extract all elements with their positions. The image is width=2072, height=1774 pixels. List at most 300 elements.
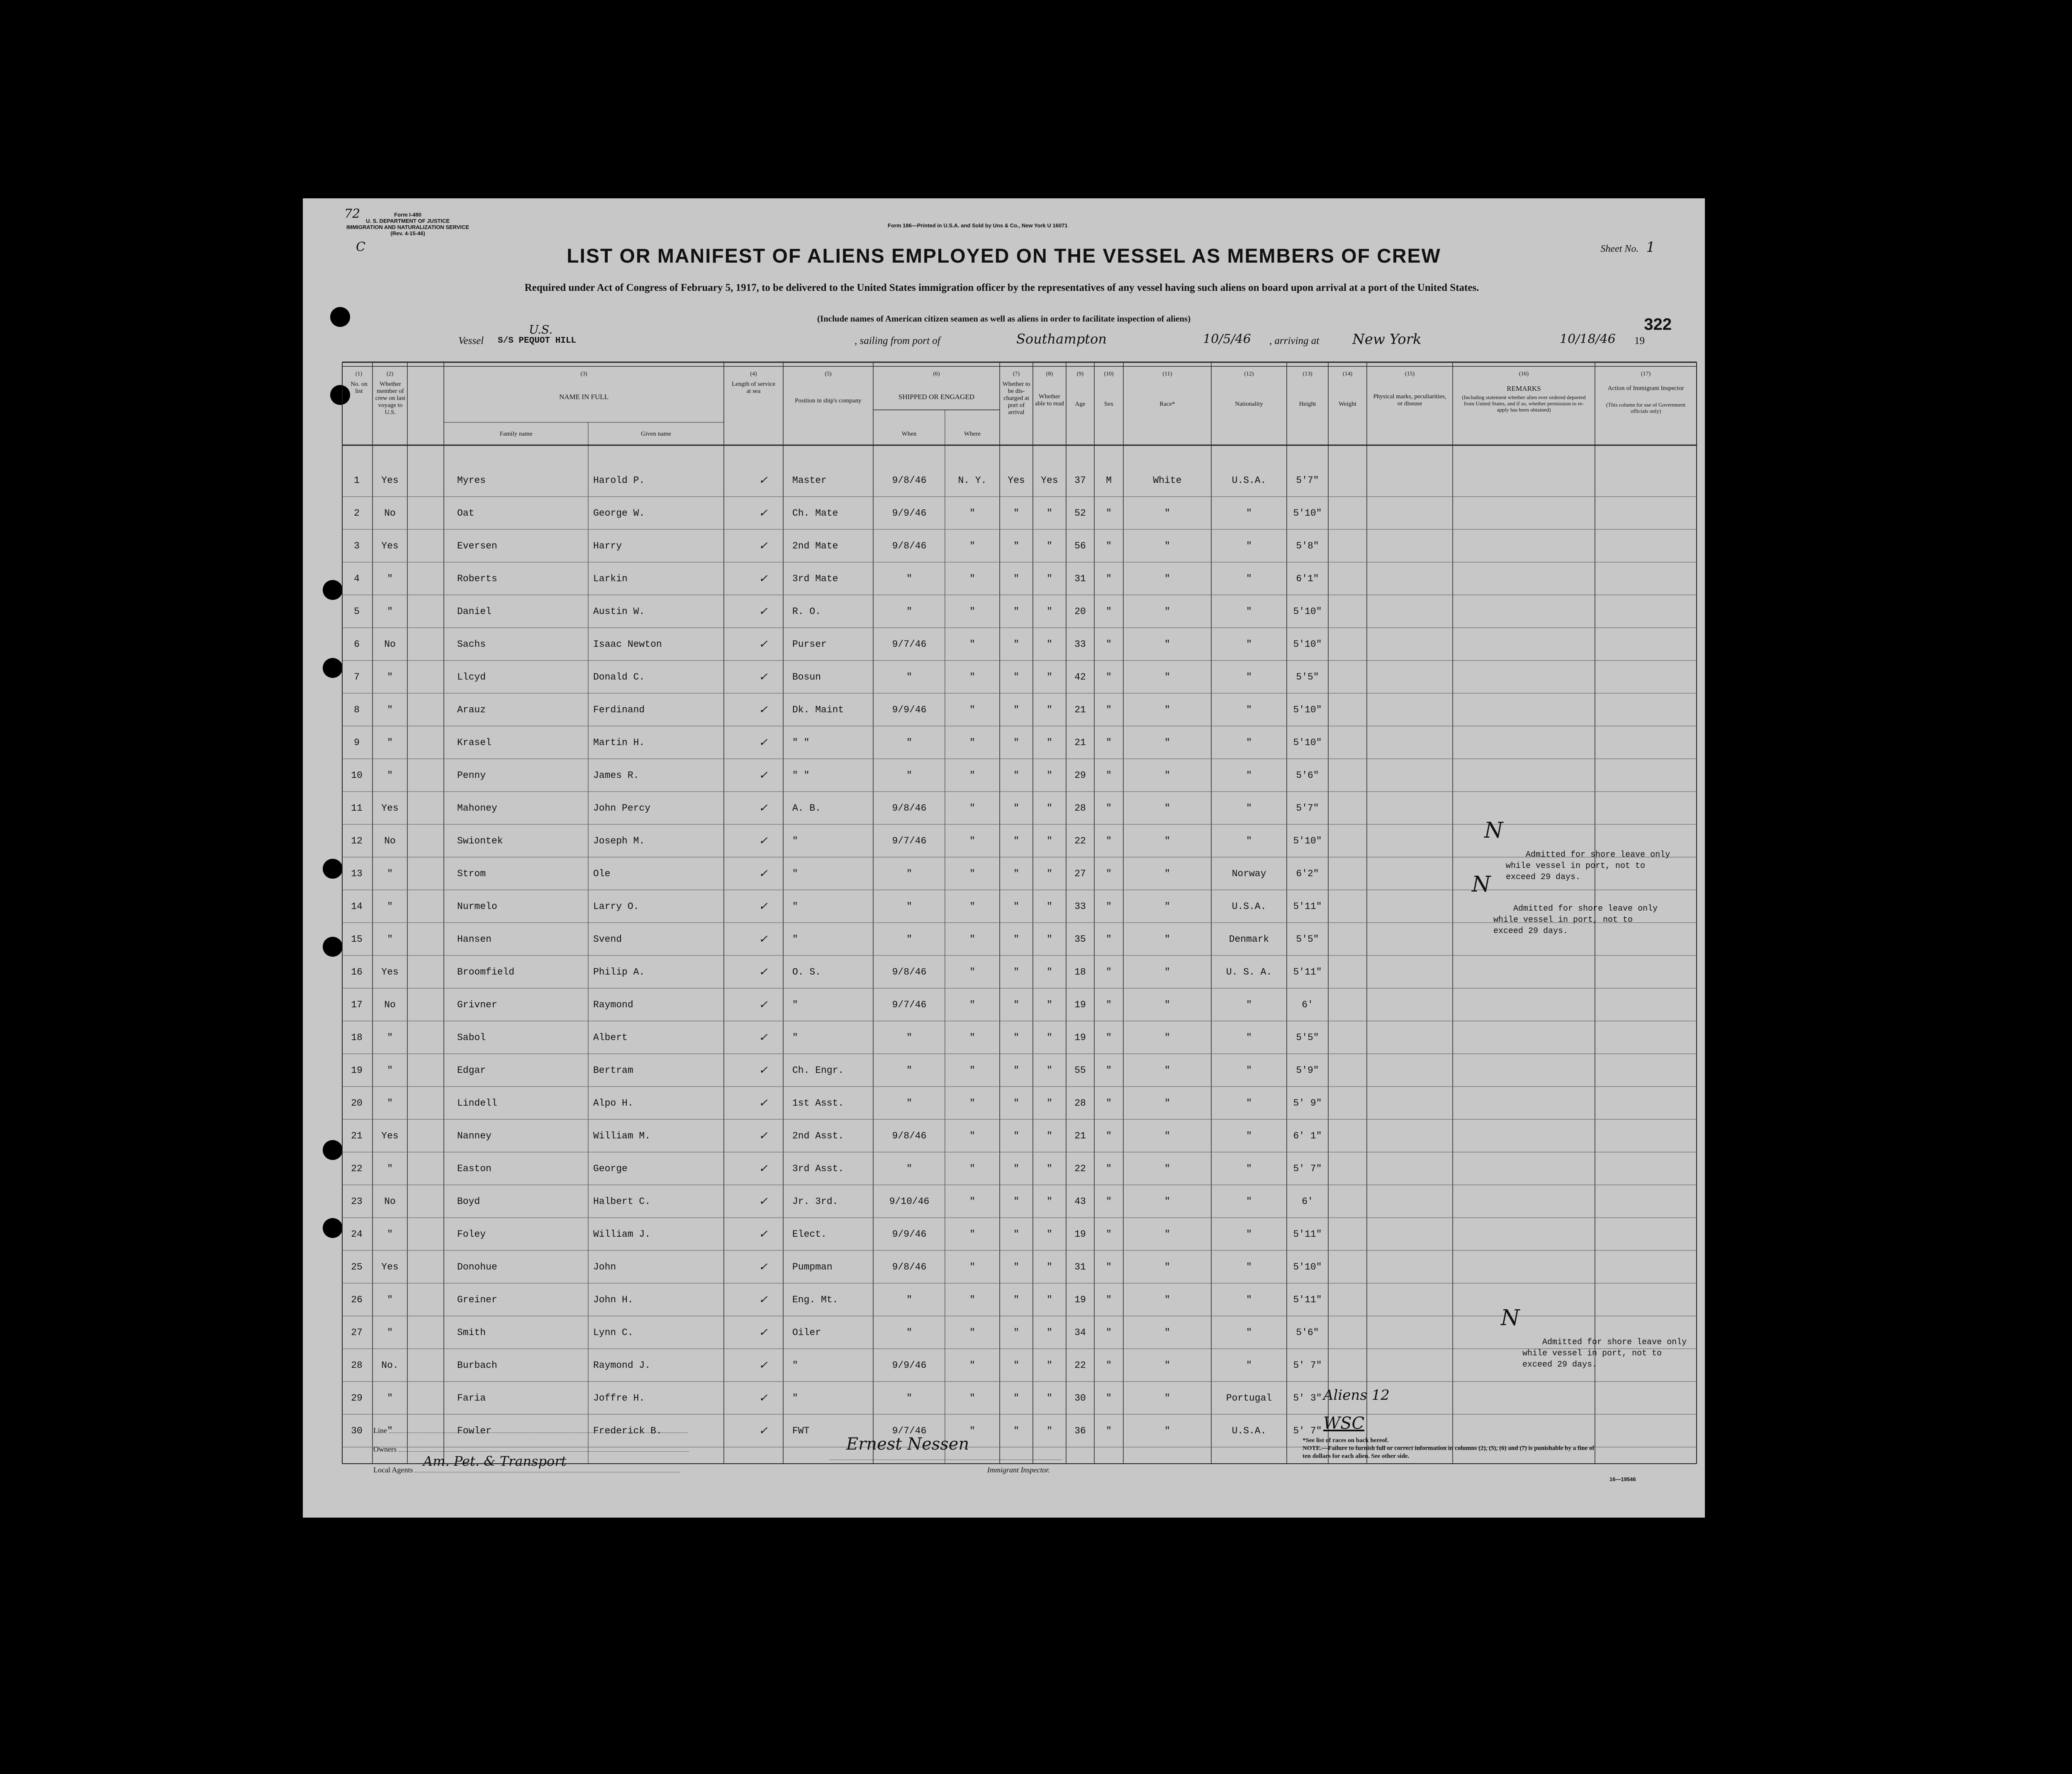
cell-sex: " (1106, 770, 1112, 781)
cell-when: 9/7/46 (892, 639, 927, 650)
cell-when: 9/9/46 (892, 508, 927, 519)
cell-service: ✓ (759, 966, 768, 978)
cell-race: " (1164, 1262, 1170, 1272)
cell-read: " (1047, 1262, 1052, 1272)
cell-race: " (1164, 999, 1170, 1010)
cell-nationality: U.S.A. (1232, 901, 1266, 912)
cell-prev: Yes (381, 967, 399, 977)
cell-given: Larkin (593, 573, 628, 584)
cell-height: 5'5" (1296, 1032, 1319, 1043)
col-header-position: Position in ship's company (795, 397, 862, 404)
include-note: (Include names of American citizen seamen as well as aliens in order to facilitate inspection of aliens) (817, 314, 1191, 324)
cell-family: Foley (457, 1229, 486, 1240)
cell-where: " (969, 1327, 975, 1338)
cell-age: 33 (1074, 639, 1086, 650)
cell-height: 5'6" (1296, 1327, 1319, 1338)
cell-family: Daniel (457, 606, 492, 617)
cell-family: Broomfield (457, 967, 515, 977)
cell-family: Nurmelo (457, 901, 497, 912)
annotation-top: 72 (344, 207, 360, 221)
cell-height: 5' 3" (1293, 1393, 1322, 1404)
col-num-13: (13) (1303, 371, 1312, 377)
cell-read: Yes (1041, 475, 1058, 486)
cell-read: " (1047, 1098, 1052, 1109)
cell-service: ✓ (759, 507, 768, 519)
binder-hole (323, 580, 343, 600)
cell-when: " (906, 934, 912, 945)
cell-family: Arauz (457, 704, 486, 715)
cell-nationality: " (1246, 1196, 1252, 1207)
cell-discharged: " (1013, 1229, 1019, 1240)
cell-age: 28 (1074, 803, 1086, 814)
cell-nationality: " (1246, 1163, 1252, 1174)
cell-race: " (1164, 1360, 1170, 1371)
page-number: 322 (1644, 315, 1672, 334)
cell-sex: " (1106, 1065, 1112, 1076)
cell-service: ✓ (759, 769, 768, 782)
cell-discharged: Yes (1008, 475, 1025, 486)
cell-family: Eversen (457, 541, 497, 551)
form-id-block (346, 212, 469, 236)
cell-discharged: " (1013, 1032, 1019, 1043)
cell-read: " (1047, 934, 1052, 945)
vessel-flag: U.S. (529, 323, 553, 336)
cell-position: Ch. Engr. (792, 1065, 844, 1076)
cell-service: ✓ (759, 1195, 768, 1208)
cell-discharged: " (1013, 1294, 1019, 1305)
cell-service: ✓ (759, 1359, 768, 1372)
cell-discharged: " (1013, 999, 1019, 1010)
cell-no: 14 (351, 901, 363, 912)
cell-family: Penny (457, 770, 486, 781)
cell-given: Ferdinand (593, 704, 645, 715)
cell-when: " (906, 901, 912, 912)
cell-where: " (969, 967, 975, 977)
cell-read: " (1047, 1131, 1052, 1141)
cell-discharged: " (1013, 1131, 1019, 1141)
col-header-given: Given name (641, 431, 671, 437)
cell-read: " (1047, 606, 1052, 617)
cell-discharged: " (1013, 639, 1019, 650)
cell-height: 5' 7" (1293, 1163, 1322, 1174)
cell-read: " (1047, 541, 1052, 551)
cell-no: 5 (354, 606, 360, 617)
cell-family: Hansen (457, 934, 492, 945)
cell-position: " " (792, 770, 810, 781)
cell-prev: " (387, 901, 393, 912)
cell-given: Joffre H. (593, 1393, 645, 1404)
cell-when: " (906, 1393, 912, 1404)
cell-discharged: " (1013, 606, 1019, 617)
cell-sex: " (1106, 1131, 1112, 1141)
cell-position: Bosun (792, 672, 821, 682)
col-header-shipped: SHIPPED OR ENGAGED (898, 393, 975, 401)
cell-race: " (1164, 836, 1170, 846)
cell-age: 28 (1074, 1098, 1086, 1109)
cell-race: " (1164, 1032, 1170, 1043)
owners-label (373, 1445, 689, 1454)
arriving-label: , arriving at (1269, 335, 1320, 346)
vessel-name: S/S PEQUOT HILL (498, 336, 577, 346)
cell-prev: " (387, 1327, 393, 1338)
cell-discharged: " (1013, 967, 1019, 977)
cell-given: Larry O. (593, 901, 639, 912)
cell-given: Frederick B. (593, 1426, 662, 1436)
cell-sex: " (1106, 934, 1112, 945)
cell-position: O. S. (792, 967, 821, 977)
cell-when: " (906, 737, 912, 748)
cell-height: 5'11" (1293, 1229, 1322, 1240)
col-header-prev-voyage: Whether member of crew on last voyage to U.S. (375, 381, 406, 416)
cell-family: Grivner (457, 999, 497, 1010)
cell-no: 29 (351, 1393, 363, 1404)
cell-where: " (969, 508, 975, 519)
cell-position: FWT (792, 1426, 810, 1436)
inspector-signature: Ernest Nessen (846, 1435, 969, 1454)
cell-no: 18 (351, 1032, 363, 1043)
cell-read: " (1047, 573, 1052, 584)
cell-height: 5'11" (1293, 967, 1322, 977)
cell-when: 9/9/46 (892, 1229, 927, 1240)
col-header-discharged: Whether to be dis-charged at port of arrival (1002, 381, 1030, 416)
cell-family: Myres (457, 475, 486, 486)
cell-prev: No (384, 836, 396, 846)
cell-when: 9/8/46 (892, 803, 927, 814)
inspector-label: Immigrant Inspector. (987, 1466, 1050, 1474)
cell-where: " (969, 1393, 975, 1404)
cell-sex: " (1106, 1098, 1112, 1109)
cell-no: 19 (351, 1065, 363, 1076)
race-note: *See list of races on back hereof. (1303, 1437, 1389, 1444)
cell-read: " (1047, 803, 1052, 814)
cell-race: " (1164, 901, 1170, 912)
cell-discharged: " (1013, 508, 1019, 519)
line-label-text: Line (373, 1426, 387, 1435)
cell-where: " (969, 1426, 975, 1436)
cell-when: " (906, 1098, 912, 1109)
cell-prev: " (387, 1163, 393, 1174)
cell-where: " (969, 1360, 975, 1371)
cell-discharged: " (1013, 1196, 1019, 1207)
col-header-read: Whether able to read (1035, 393, 1064, 407)
cell-sex: " (1106, 836, 1112, 846)
cell-service: ✓ (759, 868, 768, 880)
col-header-age: Age (1075, 401, 1086, 407)
cell-family: Boyd (457, 1196, 480, 1207)
cell-family: Strom (457, 868, 486, 879)
agents-label-text: Local Agents (373, 1466, 413, 1474)
cell-prev: " (387, 1032, 393, 1043)
cell-nationality: " (1246, 606, 1252, 617)
cell-height: 6' (1302, 999, 1313, 1010)
cell-age: 34 (1074, 1327, 1086, 1338)
cell-race: " (1164, 1229, 1170, 1240)
cell-nationality: " (1246, 1131, 1252, 1141)
cell-where: " (969, 770, 975, 781)
cell-service: ✓ (759, 474, 768, 487)
cell-given: William M. (593, 1131, 651, 1141)
printer-line: Form 186—Printed in U.S.A. and Sold by Uns & Co., New York U 16071 (888, 222, 1068, 229)
cell-prev: " (387, 606, 393, 617)
col-header-family: Family name (499, 431, 533, 437)
cell-race: " (1164, 704, 1170, 715)
cell-service: ✓ (759, 736, 768, 749)
arrival-date: 10/18/46 (1560, 332, 1616, 346)
cell-when: " (906, 1163, 912, 1174)
cell-nationality: Portugal (1226, 1393, 1272, 1404)
cell-position: 2nd Asst. (792, 1131, 844, 1141)
cell-prev: No. (381, 1360, 399, 1371)
cell-family: Krasel (457, 737, 492, 748)
cell-prev: " (387, 868, 393, 879)
binder-hole (323, 1140, 343, 1160)
col-num-3: (3) (580, 371, 587, 377)
remark-mark: N (1472, 872, 1491, 897)
cell-sex: " (1106, 868, 1112, 879)
cell-no: 6 (354, 639, 360, 650)
cell-discharged: " (1013, 934, 1019, 945)
cell-service: ✓ (759, 704, 768, 716)
cell-no: 21 (351, 1131, 363, 1141)
cell-no: 15 (351, 934, 363, 945)
cell-discharged: " (1013, 868, 1019, 879)
cell-service: ✓ (759, 1097, 768, 1109)
cell-read: " (1047, 901, 1052, 912)
cell-age: 21 (1074, 737, 1086, 748)
cell-prev: " (387, 737, 393, 748)
cell-service: ✓ (759, 1162, 768, 1175)
col-num-9: (9) (1076, 371, 1084, 377)
cell-given: Svend (593, 934, 622, 945)
cell-height: 5'9" (1296, 1065, 1319, 1076)
cell-discharged: " (1013, 1098, 1019, 1109)
cell-race: " (1164, 639, 1170, 650)
cell-race: " (1164, 1393, 1170, 1404)
cell-height: 6' (1302, 1196, 1313, 1207)
local-agents-signature: Am. Pet. & Transport (423, 1453, 567, 1469)
cell-when: 9/7/46 (892, 836, 927, 846)
cell-discharged: " (1013, 1327, 1019, 1338)
col-header-race: Race* (1159, 401, 1175, 407)
cell-discharged: " (1013, 573, 1019, 584)
cell-given: Raymond (593, 999, 633, 1010)
cell-service: ✓ (759, 802, 768, 814)
binder-hole (323, 658, 343, 678)
cell-discharged: " (1013, 704, 1019, 715)
cell-sex: " (1106, 1360, 1112, 1371)
cell-height: 5'10" (1293, 836, 1322, 846)
cell-height: 5'5" (1296, 672, 1319, 682)
print-code: 16—19546 (1609, 1476, 1636, 1482)
cell-prev: Yes (381, 475, 399, 486)
cell-age: 18 (1074, 967, 1086, 977)
service: IMMIGRATION AND NATURALIZATION SERVICE (346, 224, 470, 230)
cell-read: " (1047, 737, 1052, 748)
cell-race: " (1164, 541, 1170, 551)
cell-position: Dk. Maint (792, 704, 844, 715)
col-num-12: (12) (1244, 371, 1254, 377)
cell-family: Burbach (457, 1360, 497, 1371)
cell-race: " (1164, 1131, 1170, 1141)
cell-when: " (906, 1294, 912, 1305)
cell-prev: " (387, 1294, 393, 1305)
remark-15 (1472, 872, 1705, 948)
cell-when: " (906, 573, 912, 584)
cell-age: 20 (1074, 606, 1086, 617)
cell-race: " (1164, 1327, 1170, 1338)
cell-sex: " (1106, 1393, 1112, 1404)
cell-position: Eng. Mt. (792, 1294, 838, 1305)
remark-text: Admitted for shore leave only while vessel in port, not to exceed 29 days. (1493, 904, 1658, 936)
cell-position: 1st Asst. (792, 1098, 844, 1109)
cell-given: Harold P. (593, 475, 645, 486)
cell-position: " (792, 868, 798, 879)
cell-age: 22 (1074, 1360, 1086, 1371)
cell-given: John H. (593, 1294, 633, 1305)
remark-mark: N (1484, 818, 1503, 843)
cell-sex: " (1106, 541, 1112, 551)
cell-where: " (969, 999, 975, 1010)
cell-given: Raymond J. (593, 1360, 651, 1371)
cell-no: 16 (351, 967, 363, 977)
form-number: Form I-480 (394, 212, 421, 218)
revision: (Rev. 4-15-46) (390, 230, 425, 236)
cell-given: John Percy (593, 803, 651, 814)
cell-service: ✓ (759, 605, 768, 618)
cell-no: 11 (351, 803, 363, 814)
cell-family: Donohue (457, 1262, 497, 1272)
cell-race: " (1164, 1098, 1170, 1109)
cell-nationality: " (1246, 508, 1252, 519)
cell-where: " (969, 1262, 975, 1272)
cell-sex: " (1106, 573, 1112, 584)
remark-29 (1501, 1306, 1705, 1382)
cell-service: ✓ (759, 1392, 768, 1404)
cell-prev: " (387, 1098, 393, 1109)
cell-age: 21 (1074, 704, 1086, 715)
cell-position: R. O. (792, 606, 821, 617)
cell-nationality: " (1246, 1032, 1252, 1043)
cell-age: 30 (1074, 1393, 1086, 1404)
cell-nationality: U.S.A. (1232, 475, 1266, 486)
cell-discharged: " (1013, 1065, 1019, 1076)
cell-height: 5'6" (1296, 770, 1319, 781)
cell-race: " (1164, 1294, 1170, 1305)
binder-hole (323, 937, 343, 957)
cell-prev: No (384, 508, 396, 519)
cell-given: Ole (593, 868, 611, 879)
cell-given: Harry (593, 541, 622, 551)
cell-age: 31 (1074, 573, 1086, 584)
cell-position: " (792, 999, 798, 1010)
year-label: 19 (1634, 335, 1645, 346)
cell-when: 9/9/46 (892, 1360, 927, 1371)
cell-sex: " (1106, 967, 1112, 977)
cell-sex: " (1106, 1294, 1112, 1305)
cell-age: 22 (1074, 836, 1086, 846)
cell-discharged: " (1013, 1163, 1019, 1174)
binder-hole (323, 1218, 343, 1238)
cell-where: " (969, 1294, 975, 1305)
cell-height: 5'10" (1293, 639, 1322, 650)
cell-when: 9/8/46 (892, 967, 927, 977)
cell-no: 3 (354, 541, 360, 551)
annotation-c: C (356, 240, 365, 254)
cell-where: " (969, 868, 975, 879)
cell-no: 10 (351, 770, 363, 781)
cell-service: ✓ (759, 540, 768, 552)
cell-family: Lindell (457, 1098, 497, 1109)
cell-no: 2 (354, 508, 360, 519)
cell-where: " (969, 1065, 975, 1076)
cell-position: " (792, 1360, 798, 1371)
cell-read: " (1047, 1229, 1052, 1240)
cell-where: " (969, 737, 975, 748)
cell-when: " (906, 606, 912, 617)
cell-race: " (1164, 803, 1170, 814)
cell-read: " (1047, 1360, 1052, 1371)
cell-read: " (1047, 1032, 1052, 1043)
cell-read: " (1047, 999, 1052, 1010)
cell-when: 9/7/46 (892, 999, 927, 1010)
cell-nationality: " (1246, 639, 1252, 650)
col-num-4: (4) (750, 371, 757, 377)
cell-no: 23 (351, 1196, 363, 1207)
cell-height: 5'10" (1293, 1262, 1322, 1272)
cell-family: Roberts (457, 573, 497, 584)
cell-family: Nanney (457, 1131, 492, 1141)
subtitle: Required under Act of Congress of February 5, 1917, to be delivered to the United States immigration officer by the representatives of any vessel having such aliens on board upon arrival at a port of the United States. (524, 282, 1479, 293)
cell-height: 5'11" (1293, 1294, 1322, 1305)
cell-race: " (1164, 1426, 1170, 1436)
cell-age: 55 (1074, 1065, 1086, 1076)
cell-read: " (1047, 1163, 1052, 1174)
cell-no: 9 (354, 737, 360, 748)
col-header-height: Height (1299, 401, 1316, 407)
col-header-action-sub: (This column for use of Government officials only) (1606, 402, 1685, 414)
cell-given: Isaac Newton (593, 639, 662, 650)
cell-height: 5'7" (1296, 475, 1319, 486)
cell-where: " (969, 1098, 975, 1109)
cell-given: Joseph M. (593, 836, 645, 846)
cell-sex: " (1106, 1196, 1112, 1207)
cell-age: 37 (1074, 475, 1086, 486)
cell-given: John (593, 1262, 616, 1272)
cell-prev: " (387, 1065, 393, 1076)
cell-given: Bertram (593, 1065, 633, 1076)
cell-given: William J. (593, 1229, 651, 1240)
cell-service: ✓ (759, 835, 768, 847)
cell-given: Martin H. (593, 737, 645, 748)
cell-position: 3rd Mate (792, 573, 838, 584)
cell-where: " (969, 1032, 975, 1043)
cell-age: 42 (1074, 672, 1086, 682)
col-header-service: Length of service at sea (732, 381, 775, 395)
cell-no: 7 (354, 672, 360, 682)
col-header-when: When (901, 431, 917, 437)
cell-family: Oat (457, 508, 475, 519)
cell-service: ✓ (759, 671, 768, 683)
cell-given: Alpo H. (593, 1098, 633, 1109)
cell-height: 6' 1" (1293, 1131, 1322, 1141)
cell-sex: " (1106, 1229, 1112, 1240)
cell-read: " (1047, 1294, 1052, 1305)
cell-sex: " (1106, 737, 1112, 748)
col-num-15: (15) (1405, 371, 1415, 377)
col-header-action: Action of Immigrant Inspector (1607, 385, 1684, 392)
col-num-10: (10) (1104, 371, 1114, 377)
cell-height: 5'7" (1296, 803, 1319, 814)
